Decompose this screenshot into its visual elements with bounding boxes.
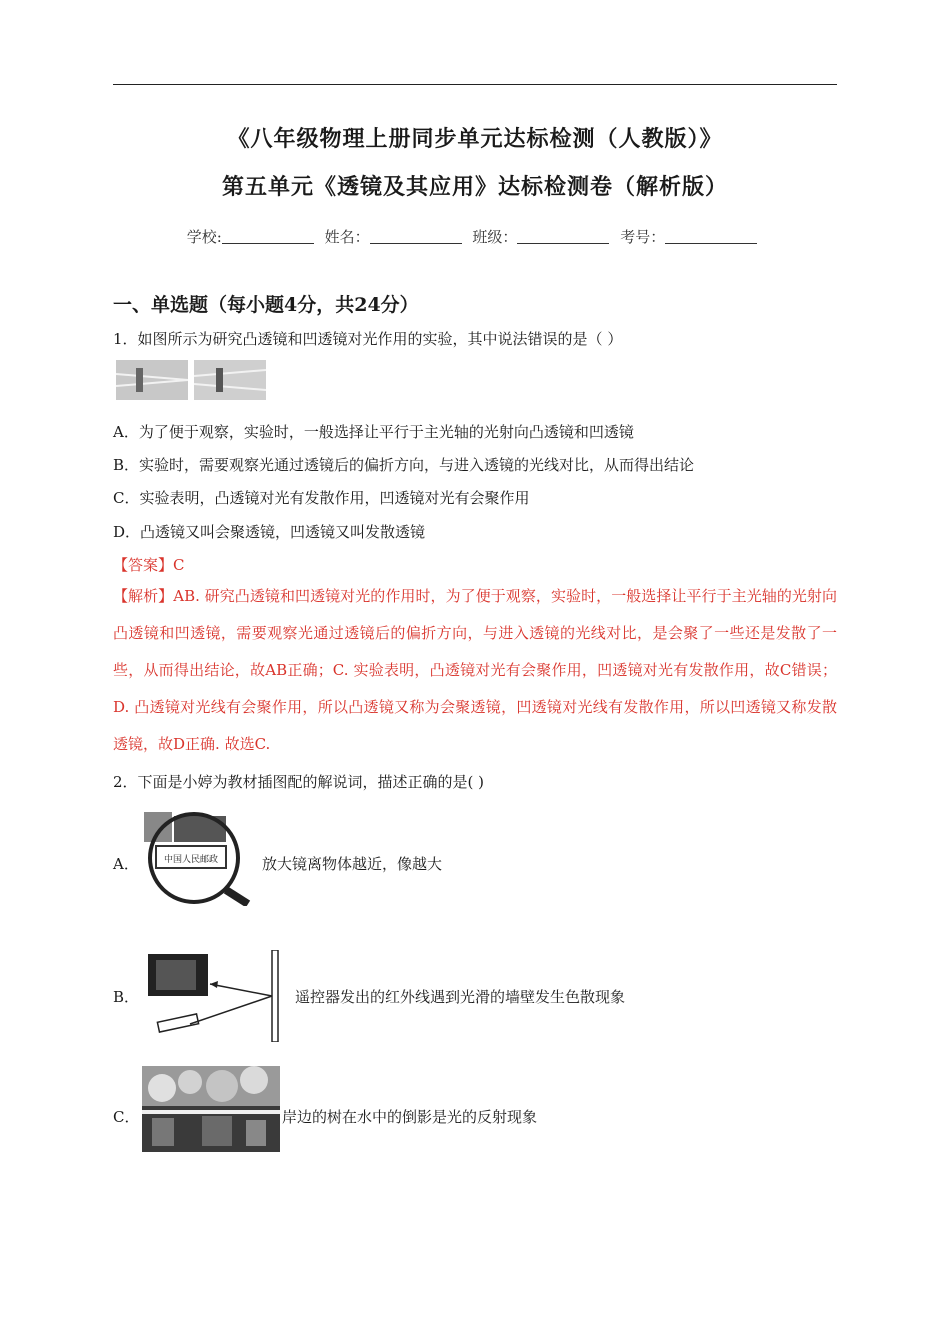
magnifier-image: [134, 806, 254, 906]
school-blank[interactable]: [222, 229, 314, 244]
header-rule: [113, 84, 837, 85]
class-label: 班级：: [472, 228, 518, 246]
q1-option-b: B．实验时，需要观察光通过透镜后的偏折方向，与进入透镜的光线对比，从而得出结论: [113, 456, 695, 474]
svg-text:中国人民邮政: 中国人民邮政: [164, 855, 219, 865]
school-label: 学校:: [186, 228, 222, 246]
exam-number-blank[interactable]: [665, 229, 757, 244]
q2-option-c-letter: C．: [113, 1108, 140, 1126]
q1-option-d: D．凸透镜又叫会聚透镜，凹透镜又叫发散透镜: [113, 523, 426, 541]
q1-explanation: [113, 578, 837, 763]
q2-stem: 2．下面是小婷为教材插图配的解说词，描述正确的是( ): [113, 773, 485, 791]
q2-option-a-text: 放大镜离物体越近，像越大: [262, 855, 443, 873]
name-blank[interactable]: [370, 229, 462, 244]
q2-option-b-text: 遥控器发出的红外线遇到光滑的墙壁发生色散现象: [295, 988, 626, 1006]
answer-label: 【答案】: [113, 556, 174, 574]
answer-value: C: [173, 556, 185, 574]
tv-remote-image: [140, 950, 290, 1042]
q1-option-c: C．实验表明，凸透镜对光有发散作用，凹透镜对光有会聚作用: [113, 489, 530, 507]
q1-stem: 1．如图所示为研究凸透镜和凹透镜对光作用的实验，其中说法错误的是（ ）: [113, 330, 623, 348]
q1-answer: [113, 554, 185, 575]
lens-experiment-image: [116, 360, 266, 400]
q2-option-c-text: 岸边的树在水中的倒影是光的反射现象: [282, 1108, 538, 1126]
section-title: 一、单选题（每小题4分，共24分）: [113, 294, 419, 316]
series-title: 《八年级物理上册同步单元达标检测（人教版）》: [227, 126, 723, 152]
explanation-label: 【解析】: [113, 587, 174, 605]
class-blank[interactable]: [517, 229, 609, 244]
q2-option-b-letter: B．: [113, 988, 140, 1006]
paper-title: 第五单元《透镜及其应用》达标检测卷（解析版）: [221, 174, 728, 200]
q2-option-a-letter: A．: [113, 855, 139, 873]
q1-option-a: A．为了便于观察，实验时，一般选择让平行于主光轴的光射向凸透镜和凹透镜: [113, 423, 634, 441]
exam-number-label: 考号：: [620, 228, 666, 246]
student-info-row: [113, 226, 837, 247]
tree-reflection-image: [142, 1066, 280, 1152]
name-label: 姓名：: [324, 228, 370, 246]
explanation-text: AB. 研究凸透镜和凹透镜对光的作用时，为了便于观察，实验时，一般选择让平行于主光轴的光射向凸透镜和凹透镜，需要观察光通过透镜后的偏折方向，与进入透镜的光线对比，是会聚了一些还是发散了一些，从而得出结论，故AB正确；C. 实验表明，凸透镜对光有会聚作用，凹透镜对光有发散作用，故C错误；D. 凸透镜对光线有会聚作用，所以凸透镜又称为会聚透镜，凹透镜对光线有发散作用，所以凹透镜又称发散透镜，故D正确. 故选C.: [113, 587, 837, 753]
